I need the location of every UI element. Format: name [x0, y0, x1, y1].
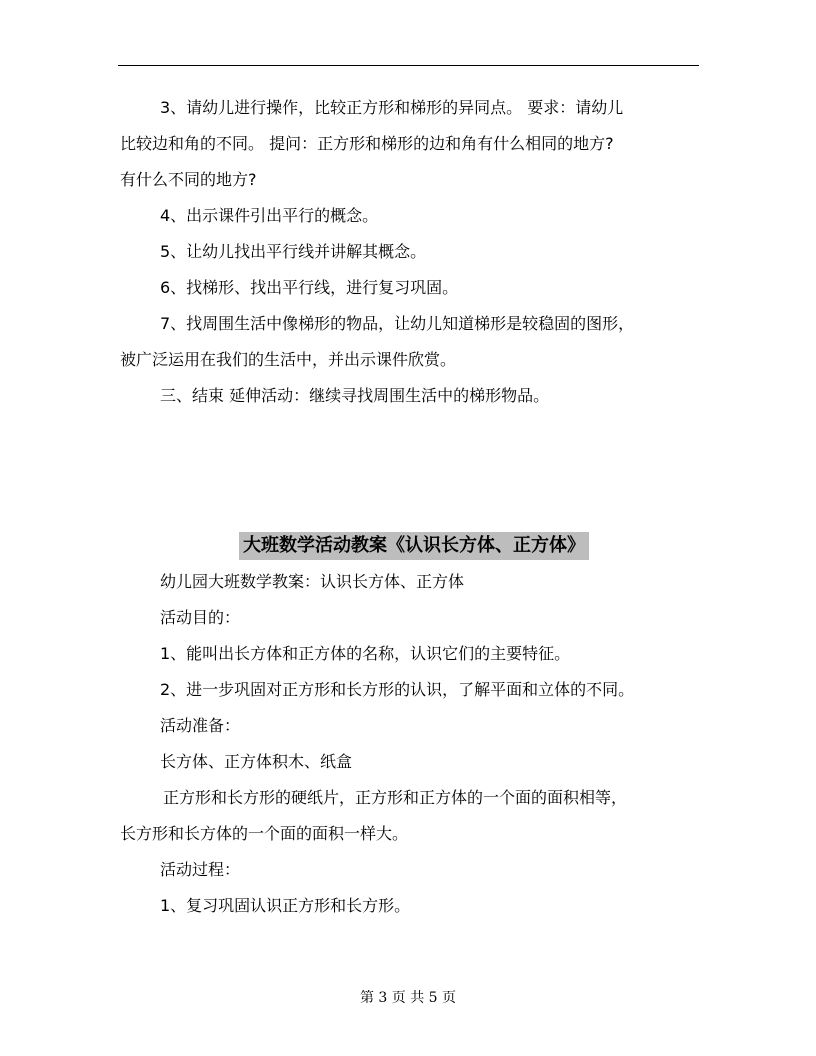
paragraph-step-5: 5、让幼儿找出平行线并讲解其概念。: [160, 242, 427, 261]
paragraph-step-3: 3、请幼儿进行操作，比较正方形和梯形的异同点。 要求：请幼儿: [160, 98, 624, 117]
paragraph-ending: 三、结束 延伸活动：继续寻找周围生活中的梯形物品。: [160, 386, 550, 405]
paragraph-goal-heading: 活动目的：: [160, 608, 241, 627]
paragraph-step-7-cont: 被广泛运用在我们的生活中，并出示课件欣赏。: [120, 350, 457, 369]
header-rule: [118, 65, 699, 66]
paragraph-goal-2: 2、进一步巩固对正方形和长方形的认识，了解平面和立体的不同。: [160, 680, 635, 699]
paragraph-process-heading: 活动过程：: [160, 860, 241, 879]
paragraph-step-3-cont: 比较边和角的不同。 提问：正方形和梯形的边和角有什么相同的地方?: [120, 134, 614, 153]
paragraph-step-6: 6、找梯形、找出平行线，进行复习巩固。: [160, 278, 459, 297]
paragraph-prep-1: 长方体、正方体积木、纸盒: [160, 752, 353, 771]
page-content: [120, 90, 700, 924]
paragraph-prep-heading: 活动准备：: [160, 716, 241, 735]
paragraph-goal-1: 1、能叫出长方体和正方体的名称，认识它们的主要特征。: [160, 644, 571, 663]
paragraph-step-3-end: 有什么不同的地方?: [120, 170, 257, 189]
page-footer: 第 3 页 共 5 页: [359, 990, 457, 1006]
section-title: 大班数学活动教案《认识长方体、正方体》: [239, 532, 589, 560]
section-gap: [120, 414, 700, 528]
paragraph-prep-2-cont: 长方形和长方体的一个面的面积一样大。: [120, 824, 409, 843]
section-title-wrap: [120, 528, 700, 564]
paragraph-step-7: 7、找周围生活中像梯形的物品，让幼儿知道梯形是较稳固的图形，: [160, 314, 635, 333]
paragraph-process-1: 1、复习巩固认识正方形和长方形。: [160, 896, 411, 915]
paragraph-prep-2: 正方形和长方形的硬纸片，正方形和正方体的一个面的面积相等，: [163, 788, 628, 807]
paragraph-step-4: 4、出示课件引出平行的概念。: [160, 206, 379, 225]
paragraph-subtitle: 幼儿园大班数学教案：认识长方体、正方体: [160, 572, 465, 591]
